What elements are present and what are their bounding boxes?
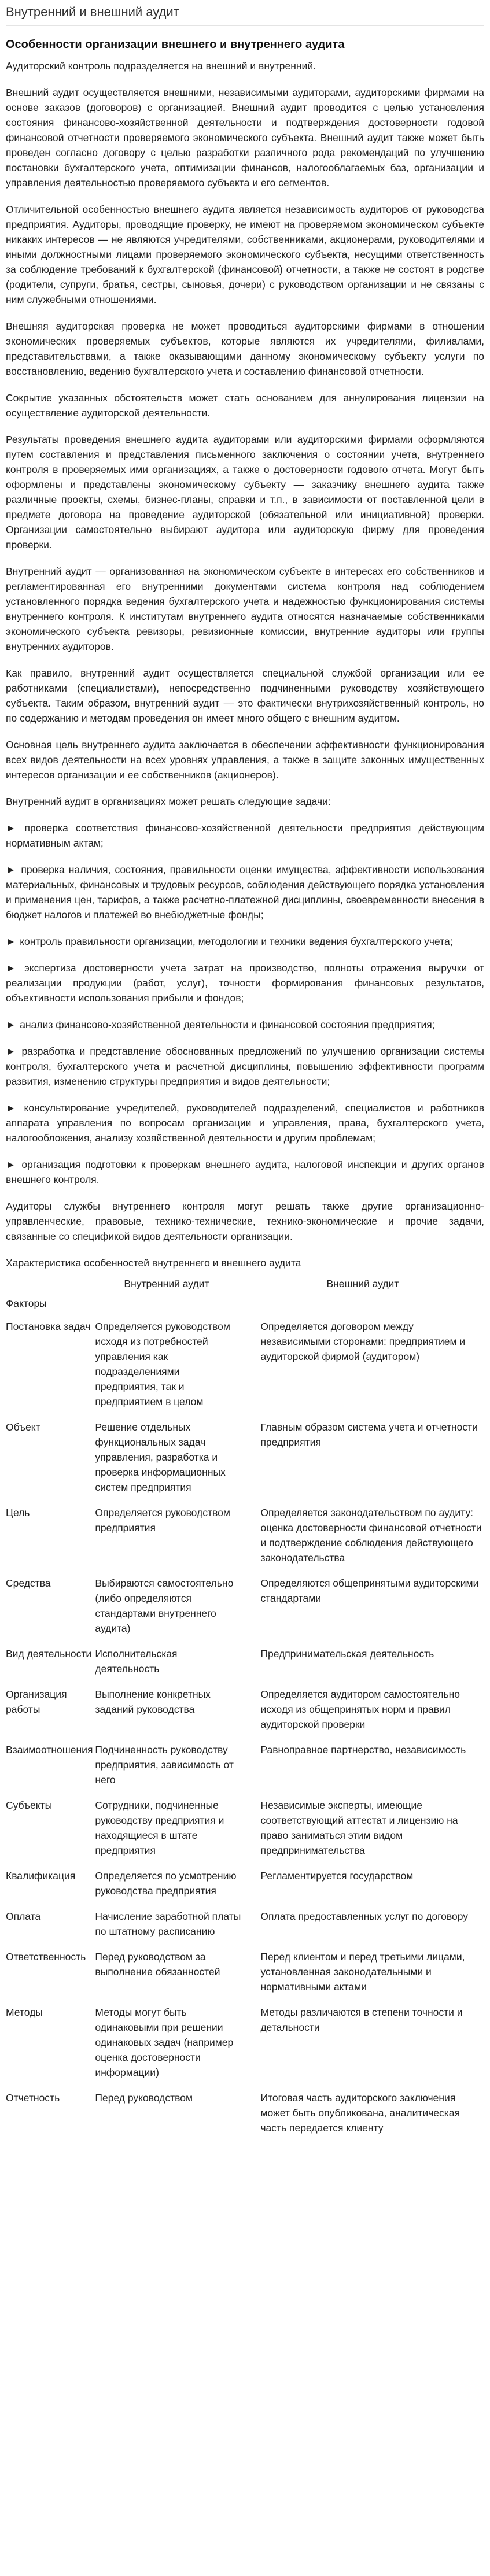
cell-factor: Объект — [6, 1421, 40, 1433]
cell-external: Регламентируется государством — [260, 1870, 414, 1882]
paragraph: Сокрытие указанных обстоятельств может стать основанием для аннулирования лицензии на осуществление аудиторской деятельности. — [6, 392, 484, 419]
cell-spacer — [244, 1505, 261, 1576]
table-body — [6, 1319, 484, 2146]
arrow-right-icon: ► — [6, 1019, 16, 1030]
cell-factor: Взаимоотношения — [6, 1744, 93, 1755]
cell-internal: Перед руководством за выполнение обязанностей — [95, 1951, 220, 1978]
cell-internal: Начисление заработной платы по штатному расписанию — [95, 1910, 241, 1937]
table-row — [6, 1687, 484, 1742]
arrow-right-icon: ► — [6, 864, 16, 875]
list-item-text: проверка наличия, состояния, правильности оценки имущества, эффективности использования материальных, финансовых и трудовых ресурсов, соблюдения действующего порядка установления и применения цен, тарифов, а также расчетно-платежной дисциплины, своевременности внесения в бюджет налогов и платежей во внебюджетные фонды; — [6, 864, 484, 921]
list-item — [6, 1044, 484, 1089]
list-item-text: контроль правильности организации, методологии и техники ведения бухгалтерского учета; — [20, 936, 453, 947]
cell-spacer — [244, 1868, 261, 1909]
cell-factor: Квалификация — [6, 1870, 76, 1882]
cell-internal: Исполнительская деятельность — [95, 1648, 178, 1675]
cell-spacer — [244, 1576, 261, 1646]
table-row — [6, 1798, 484, 1868]
table-row — [6, 1576, 484, 1646]
table-row — [6, 2005, 484, 2090]
column-header-internal-label: Внутренний аудит — [124, 1278, 209, 1289]
list-item — [6, 934, 484, 949]
cell-factor: Методы — [6, 2006, 43, 2018]
cell-external: Перед клиентом и перед третьими лицами, установленная законодательными и нормативными актами — [260, 1951, 465, 1993]
article-title: Особенности организации внешнего и внутреннего аудита — [6, 38, 345, 51]
arrow-right-icon: ► — [6, 1102, 16, 1114]
arrow-right-icon: ► — [6, 936, 16, 947]
cell-factor: Цель — [6, 1507, 30, 1518]
cell-spacer — [244, 1646, 261, 1687]
cell-external: Главным образом система учета и отчетности предприятия — [260, 1421, 478, 1448]
table-row — [6, 1909, 484, 1949]
cell-external: Равноправное партнерство, независимость — [260, 1744, 466, 1755]
arrow-right-icon: ► — [6, 1045, 16, 1057]
column-header-internal — [95, 1276, 244, 1296]
cell-factor: Организация работы — [6, 1688, 67, 1715]
arrow-right-icon: ► — [6, 962, 16, 974]
list-item-text: анализ финансово-хозяйственной деятельности и финансовой состояния предприятия; — [20, 1019, 435, 1030]
list-item-text: проверка соответствия финансово-хозяйственной деятельности предприятия действующим нормативным актам; — [6, 822, 484, 849]
cell-spacer — [244, 2090, 261, 2146]
cell-internal: Методы могут быть одинаковыми при решении одинаковых задач (например оценка достоверности информации) — [95, 2006, 234, 2078]
list-item-text: разработка и представление обоснованных предложений по улучшению организации системы контроля, бухгалтерского учета и расчетной дисциплины, повышению эффективности программ развития, изменению структуры предприятия и видов деятельности; — [6, 1045, 484, 1087]
table-row — [6, 2090, 484, 2146]
table-row — [6, 1646, 484, 1687]
cell-external: Итоговая часть аудиторского заключения может быть опубликована, аналитическая часть передается клиенту — [260, 2092, 460, 2134]
list-item — [6, 1017, 484, 1032]
list-item-text: экспертиза достоверности учета затрат на производство, полноты отражения выручки от реализации продукции (работ, услуг), точности формирования финансовых результатов, объективности использования прибыли и фондов; — [6, 962, 484, 1004]
column-header-external — [260, 1276, 484, 1296]
cell-external: Определяется законодательством по аудиту: оценка достоверности финансовой отчетности и подтверждение соблюдения действующего законодательства — [260, 1507, 482, 1564]
column-header-external-label: Внешний аудит — [326, 1278, 399, 1289]
tasks-list — [6, 821, 484, 1187]
paragraph: Результаты проведения внешнего аудита аудиторами или аудиторскими фирмами оформляются путем составления и представления письменного заключения о состоянии учета, внутреннего контроля в проверяемых ими организациях, а также о достоверности годового отчета. Могут быть оформлены и представлены экономическому субъекту — заказчику внешнего аудита также различные проекты, схемы, бизнес-планы, справки и т.п., в зависимости от поставленной цели в предмете договора на проведение аудиторской (обязательной или инициативной) проверки. Организации самостоятельно выбирают аудитора или аудиторскую фирму для проведения проверки. — [6, 434, 484, 550]
list-item-text: консультирование учредителей, руководителей подразделений, специалистов и работников аппарата управления по вопросам организации и управления, права, бухгалтерского учета, налогообложения, анализу хозяйственной деятельности и другим проблемам; — [6, 1102, 484, 1144]
list-item-text: организация подготовки к проверкам внешнего аудита, налоговой инспекции и других органов внешнего контроля. — [6, 1159, 484, 1185]
paragraph: Основная цель внутреннего аудита заключается в обеспечении эффективности функционирования всех видов деятельности на всех уровнях управления, а также в защите законных имущественных интересов организации и ее собственников (акционеров). — [6, 739, 484, 781]
cell-spacer — [244, 1742, 261, 1798]
cell-external: Определяются общепринятыми аудиторскими стандартами — [260, 1577, 479, 1604]
cell-spacer — [244, 1798, 261, 1868]
cell-spacer — [244, 1949, 261, 2005]
cell-factor: Вид деятельности — [6, 1648, 92, 1660]
cell-internal: Решение отдельных функциональных задач управления, разработка и проверка информационных систем предприятия — [95, 1421, 226, 1493]
table-row — [6, 1868, 484, 1909]
paragraph: Аудиторы службы внутреннего контроля могут решать также другие организационно-управленческие, правовые, технико-технические, технико-экономические и прочие задачи, связанные со спецификой видов деятельности организации. — [6, 1200, 484, 1242]
comparison-table — [6, 1276, 484, 2146]
page-title: Внутренний и внешний аудит — [6, 3, 484, 26]
table-row — [6, 1949, 484, 2005]
cell-spacer — [244, 1420, 261, 1505]
list-item — [6, 960, 484, 1006]
cell-external: Определяется договором между независимыми сторонами: предприятием и аудиторской фирмой (аудитором) — [260, 1321, 466, 1362]
column-header-factors: Факторы — [6, 1298, 47, 1309]
paragraph: Как правило, внутренний аудит осуществляется специальной службой организации или ее работниками (специалистами), непосредственно подчиненными руководству хозяйствующего субъекта. Таким образом, внутренний аудит — это фактически внутрихозяйственный контроль, но по содержанию и методам проведения он имеет много общего с внешним аудитом. — [6, 667, 484, 724]
cell-factor: Ответственность — [6, 1951, 86, 1963]
cell-internal: Выполнение конкретных заданий руководства — [95, 1688, 211, 1715]
table-row — [6, 1420, 484, 1505]
paragraph: Внешний аудит осуществляется внешними, независимыми аудиторами, аудиторскими фирмами на основе заказов (договоров) с организацией. Внешний аудит проводится с целью установления состояния финансово-хозяйственной деятельности и подтверждения достоверности годовой финансовой отчетности проверяемого экономического субъекта. Внешний аудит также может быть проведен согласно договору с целью разработки различного рода рекомендаций по улучшению постановки бухгалтерского учета, оптимизации финансов, налогооблагаемых баз, организации и управления деятельностью проверяемого субъекта и его сегментов. — [6, 87, 484, 189]
cell-spacer — [244, 1687, 261, 1742]
cell-external: Определяется аудитором самостоятельно исходя из общепринятых норм и правил аудиторской проверки — [260, 1688, 460, 1730]
cell-spacer — [244, 1909, 261, 1949]
column-header-empty — [6, 1276, 95, 1296]
table-row — [6, 1319, 484, 1420]
list-item — [6, 1157, 484, 1187]
list-item — [6, 1100, 484, 1145]
table-header-row — [6, 1276, 484, 1296]
cell-external: Методы различаются в степени точности и детальности — [260, 2006, 463, 2033]
table-row — [6, 1742, 484, 1798]
cell-external: Предпринимательская деятельность — [260, 1648, 434, 1660]
cell-factor: Субъекты — [6, 1799, 53, 1811]
cell-internal: Подчиненность руководству предприятия, зависимость от него — [95, 1744, 234, 1786]
cell-internal: Определяется по усмотрению руководства предприятия — [95, 1870, 237, 1897]
list-item — [6, 862, 484, 922]
table-subheader-row — [6, 1296, 484, 1319]
paragraph: Внутренний аудит в организациях может решать следующие задачи: — [6, 796, 331, 807]
cell-internal: Перед руководством — [95, 2092, 193, 2104]
table-caption: Характеристика особенностей внутреннего и внешнего аудита — [6, 1257, 301, 1269]
cell-spacer — [244, 2005, 261, 2090]
cell-internal: Сотрудники, подчиненные руководству предприятия и находящиеся в штате предприятия — [95, 1799, 224, 1856]
cell-factor: Оплата — [6, 1910, 41, 1922]
list-item — [6, 821, 484, 851]
cell-internal: Определяется руководством исходя из потребностей управления как подразделениями предприятия, так и предприятием в целом — [95, 1321, 230, 1407]
table-row — [6, 1505, 484, 1576]
paragraph: Аудиторский контроль подразделяется на внешний и внутренний. — [6, 60, 316, 72]
cell-factor: Отчетность — [6, 2092, 60, 2104]
cell-external: Независимые эксперты, имеющие соответствующий аттестат и лицензию на право заниматься этим видом предпринимательства — [260, 1799, 458, 1856]
cell-internal: Выбираются самостоятельно (либо определяются стандартами внутреннего аудита) — [95, 1577, 234, 1634]
cell-factor: Постановка задач — [6, 1321, 91, 1332]
arrow-right-icon: ► — [6, 822, 16, 834]
column-spacer — [260, 1296, 484, 1319]
cell-external: Оплата предоставленных услуг по договору — [260, 1910, 469, 1922]
column-spacer — [244, 1276, 261, 1296]
column-spacer — [244, 1296, 261, 1319]
paragraph: Внутренний аудит — организованная на экономическом субъекте в интересах его собственников и регламентированная его внутренними документами система контроля над соблюдением установленного порядка ведения бухгалтерского учета и надежностью функционирования системы внутреннего контроля. К институтам внутреннего аудита относятся назначаемые собственниками экономического субъекта ревизоры, ревизионные комиссии, внутренние аудиторы или группы внутренних аудиторов. — [6, 566, 484, 652]
intro-section — [6, 58, 484, 809]
paragraph: Отличительной особенностью внешнего аудита является независимость аудиторов от руководства предприятия. Аудиторы, проводящие проверку, не имеют на проверяемом экономическом субъекте никаких интересов — не являются учредителями, собственниками, акционерами, руководителями и иными должностными лицами проверяемого экономического субъекта, несущими ответственность за соблюдение требований к бухгалтерской (финансовой) отчетности, а также не состоят в родстве (родители, супруги, братья, сестры, сыновья, дочери) с руководством организации и не связаны с ним служебными отношениями. — [6, 204, 484, 305]
cell-spacer — [244, 1319, 261, 1420]
cell-internal: Определяется руководством предприятия — [95, 1507, 230, 1533]
column-spacer — [95, 1296, 244, 1319]
paragraph: Внешняя аудиторская проверка не может проводиться аудиторскими фирмами в отношении экономических проверяемых субъектов, которые являются их учредителями, филиалами, представительствами, а также оказывающими данному экономическому субъекту услуги по восстановлению, ведению бухгалтерского учета и составлению финансовой отчетности. — [6, 320, 484, 377]
arrow-right-icon: ► — [6, 1159, 16, 1170]
cell-factor: Средства — [6, 1577, 51, 1589]
